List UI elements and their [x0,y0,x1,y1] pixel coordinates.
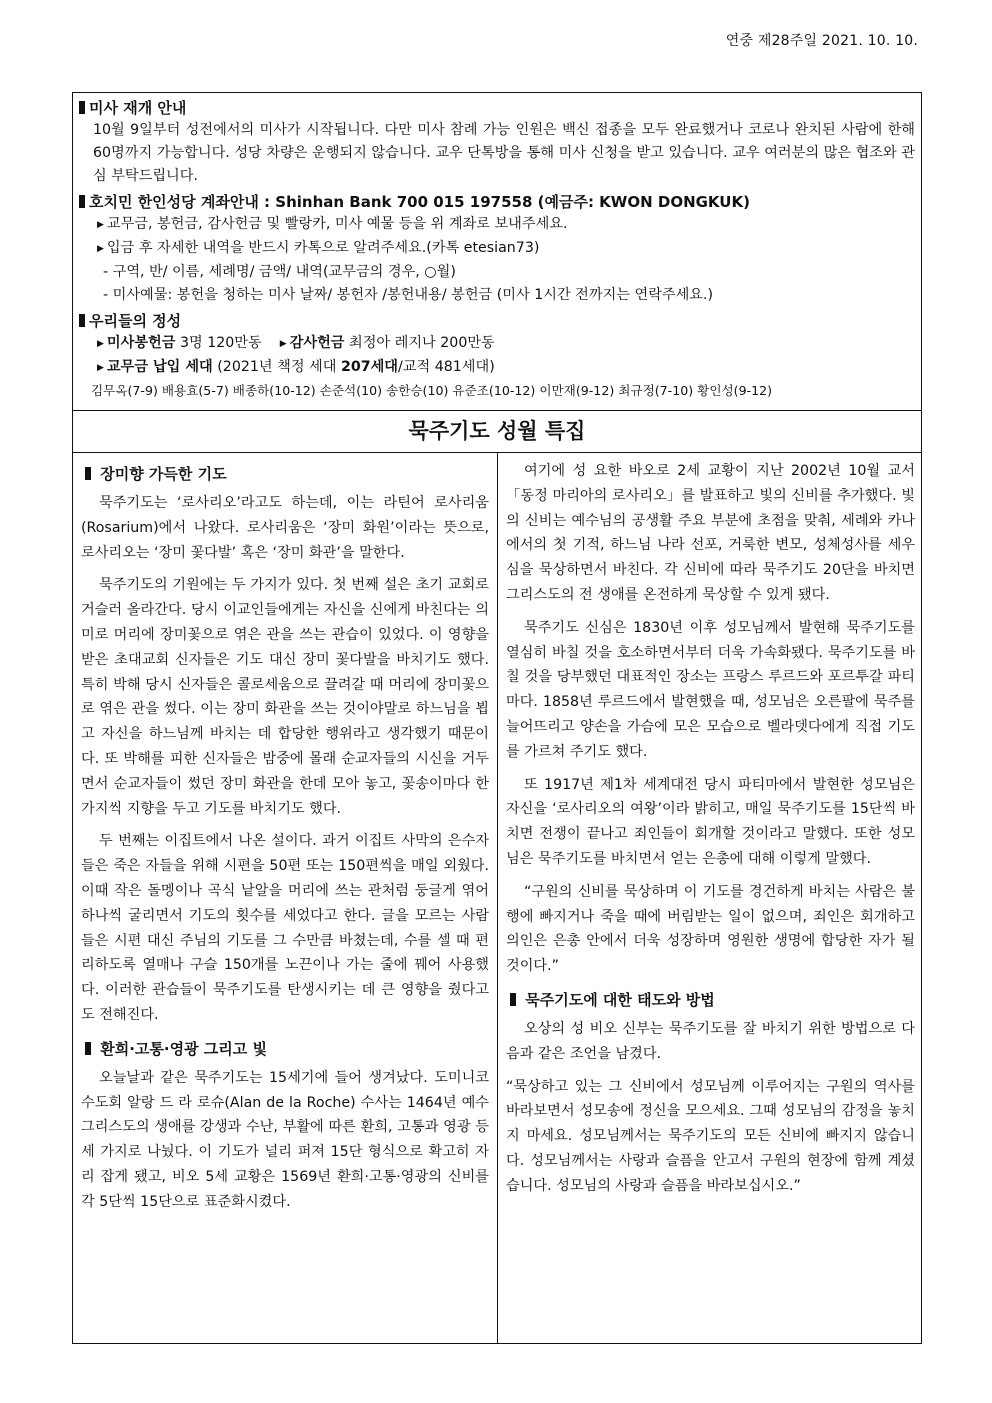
bulletin-frame [72,92,922,1344]
rose-prayer-heading: 장미향 가득한 기도 [85,461,489,487]
article-paragraph: 묵주기도 신심은 1830년 이후 성모님께서 발현해 묵주기도를 열심히 바칠 것을 호소하면서부터 더욱 가속화됐다. 묵주기도를 바칠 것을 당부했던 대표적인 장소는 프랑스 루르드와 포르투갈 파티마다. 1858년 루르드에서 발현했을 때, 성모님은 오른팔에 묵주를 늘어뜨리고 양손을 가슴에 모은 모습으로 벨라뎃다에게 직접 기도를 가르쳐 주기도 했다. [506,619,915,760]
account-bullet: ▶ 교무금, 봉헌금, 감사헌금 및 빨랑카, 미사 예물 등을 위 계좌로 보내주세요. [97,216,568,232]
triangle-bullet-icon: ▶ [97,339,104,349]
article-paragraph: 묵주기도는 ‘로사리오’라고도 하는데, 이는 라틴어 로사리움(Rosarium)에서 나왔다. 로사리움은 ‘장미 화원’이라는 뜻으로, 로사리오는 ‘장미 꽃다발’ 혹은 ‘장미 화관’을 말한다. [81,495,489,561]
square-bullet-icon [79,195,85,208]
article-paragraph: 오늘날과 같은 묵주기도는 15세기에 들어 생겨났다. 도미니코 수도회 알랑 드 라 로슈(Alan de la Roche) 수사는 1464년 예수 그리스도의 생애를 강생과 수난, 부활에 따른 환희, 고통과 영광 등 세 가지로 나눴다. 이 기도가 널리 퍼져 15단 형식으로 확고히 자리 잡게 됐고, 비오 5세 교황은 1569년 환희·고통·영광의 신비를 각 5단씩 15단으로 표준화시켰다. [81,1069,489,1210]
triangle-bullet-icon: ▶ [97,220,104,230]
account-detail: - 구역, 반/ 이름, 세례명/ 금액/ 내역(교무금의 경우, ○월) [103,264,456,280]
article-right-column [498,453,923,1343]
article-quote: “묵상하고 있는 그 신비에서 성모님께 이루어지는 구원의 역사를 바라보면서 성모송에 정신을 모으세요. 그때 성모님의 감정을 놓치지 마세요. 성모님께서는 묵주기도의 모든 신비에 빠지지 않습니다. 성모님께서는 사랑과 슬픔을 안고서 구원의 현장에 함께 계셨습니다. 성모님의 사랑과 슬픔을 바라보십시오.” [506,1078,915,1194]
article-paragraph: 오상의 성 비오 신부는 묵주기도를 잘 바치기 위한 방법으로 다음과 같은 조언을 남겼다. [506,1020,915,1062]
bulletin-date: 연중 제28주일 2021. 10. 10. [725,33,918,49]
article-left-column [73,453,498,1343]
article-paragraph: 또 1917년 제1차 세계대전 당시 파티마에서 발현한 성모님은 자신을 ‘로사리오의 여왕’이라 밝히고, 매일 묵주기도를 15단씩 바치면 전쟁이 끝나고 죄인들이 회개할 것이라고 말했다. 또한 성모님은 묵주기도를 바치면서 얻는 은총에 대해 이렇게 말했다. [506,776,915,867]
square-bullet-icon [85,467,91,480]
article-paragraph: 여기에 성 요한 바오로 2세 교황이 지난 2002년 10월 교서 「동정 마리아의 로사리오」를 발표하고 빛의 신비를 추가했다. 빛의 신비는 예수님의 공생활 주요 부분에 초점을 맞춰, 세례와 카나에서의 첫 기적, 하느님 나라 선포, 거룩한 변모, 성체성사를 세우심을 묵상하면서 바친다. 각 신비에 따라 묵주기도 20단을 바치면 그리스도의 전 생애를 온전하게 묵상할 수 있게 됐다. [506,463,915,603]
dues-summary: ▶ 교무금 납입 세대 (2021년 책정 세대 207세대/교적 481세대) [97,359,495,375]
mysteries-heading: 환희·고통·영광 그리고 빛 [85,1036,489,1062]
triangle-bullet-icon: ▶ [279,339,287,349]
notice-box [73,93,921,411]
account-detail: - 미사예물: 봉헌을 청하는 미사 날짜/ 봉헌자 /봉헌내용/ 봉헌금 (미사 1시간 전까지는 연락주세요.) [103,287,714,303]
article-quote: “구원의 신비를 묵상하며 이 기도를 경건하게 바치는 사람은 불행에 빠지거나 죽을 때에 버림받는 일이 없으며, 죄인은 회개하고 의인은 은총 안에서 더욱 성장하며 영원한 생명에 합당한 자가 될 것이다.” [506,883,915,975]
square-bullet-icon [79,101,85,114]
square-bullet-icon [79,314,85,327]
mass-notice-body: 10월 9일부터 성전에서의 미사가 시작됩니다. 다만 미사 참례 가능 인원은 백신 접종을 모두 완료했거나 코로나 완치된 사람에 한해 60명까지 가능합니다. 성당 차량은 운행되지 않습니다. 교우 단톡방을 통해 미사 신청을 받고 있습니다. 교우 여러분의 많은 협조와 관심 부탁드립니다. [93,122,915,184]
mass-notice-heading: 미사 재개 안내 [79,97,915,119]
account-heading: 호치민 한인성당 계좌안내 : Shinhan Bank 700 015 197558 (예금주: KWON DONGKUK) [79,191,915,213]
dues-names-list: 김무옥(7-9) 배용효(5-7) 배종하(10-12) 손준석(10) 송한승(10) 유준조(10-12) 이만재(9-12) 최규정(7-10) 황인성(9-12) [91,383,773,398]
offerings-summary: ▶ 미사봉헌금 3명 120만동 ▶ 감사헌금 최정아 레지나 200만동 [97,335,495,351]
article-paragraph: 묵주기도의 기원에는 두 가지가 있다. 첫 번째 설은 초기 교회로 거슬러 올라간다. 당시 이교인들에게는 자신을 신에게 바친다는 의미로 머리에 장미꽃으로 엮은 관을 쓰는 관습이 있었다. 이 영향을 받은 초대교회 신자들은 기도 대신 장미 꽃다발을 바치기도 했다. 특히 박해 당시 신자들은 콜로세움으로 끌려갈 때 머리에 장미꽃으로 엮은 관을 썼다. 이는 장미 화관을 쓰는 것이야말로 하느님을 뵙고 자신을 하느님께 바치는 데 합당한 행위라고 생각했기 때문이다. 또 박해를 피한 신자들은 밤중에 몰래 순교자들의 시신을 거두면서 순교자들이 썼던 장미 화관을 한데 모아 놓고, 꽃송이마다 한 가지씩 지향을 두고 기도를 바치기도 했다. [81,577,489,817]
square-bullet-icon [510,993,516,1006]
triangle-bullet-icon: ▶ [97,363,104,373]
square-bullet-icon [85,1042,91,1055]
triangle-bullet-icon: ▶ [97,244,104,254]
article-paragraph: 두 번째는 이집트에서 나온 설이다. 과거 이집트 사막의 은수자들은 죽은 자들을 위해 시편을 50편 또는 150편씩을 매일 외웠다. 이때 작은 돌멩이나 곡식 낱알을 머리에 쓰는 관처럼 둥글게 엮어 하나씩 굴리면서 기도의 횟수를 세었다고 한다. 글을 모르는 사람들은 시편 대신 주님의 기도를 그 수만큼 바쳤는데, 수를 셀 때 편리하도록 열매나 구슬 150개를 노끈이나 가는 줄에 꿰어 사용했다. 이러한 관습들이 묵주기도를 탄생시키는 데 큰 영향을 줬다고도 전해진다. [81,833,489,1023]
offerings-heading: 우리들의 정성 [79,310,915,332]
account-bullet: ▶ 입금 후 자세한 내역을 반드시 카톡으로 알려주세요.(카톡 etesian73) [97,240,540,256]
attitude-heading: 묵주기도에 대한 태도와 방법 [510,987,915,1013]
special-feature-title: 묵주기도 성월 특집 [73,411,921,453]
